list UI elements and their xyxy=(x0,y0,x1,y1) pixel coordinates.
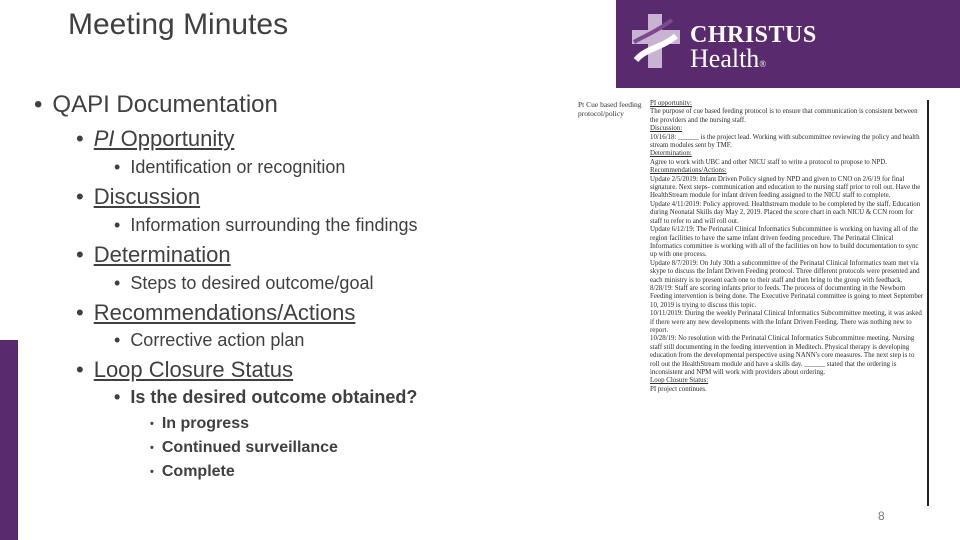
doc-loop-text: PI project continues. xyxy=(650,385,707,393)
document-body-column xyxy=(650,100,924,394)
loop-item-in-progress: • In progress xyxy=(150,415,249,432)
bullet-loop-closure: • Loop Closure Status xyxy=(76,357,294,382)
sub-bullet-identification: • Identification or recognition xyxy=(114,157,346,177)
bullet-recommendations: • Recommendations/Actions xyxy=(76,300,356,325)
doc-update: Update 2/5/2019: Infant Driven Policy signed by NPD and given to CNO on 2/6/19 for final signature. Next steps- communication and education to the nursing staff prior to roll out. Have the HealthStream module for infant driven feeding assigned to the NICU staff to complete. xyxy=(650,175,921,200)
bullet-qapi-documentation: • QAPI Documentation xyxy=(34,91,278,118)
loop-item-surveillance: • Continued surveillance xyxy=(150,439,338,456)
document-topic-column: Pt Cue based feeding protocol/policy xyxy=(578,100,642,118)
doc-pi-text: The purpose of cue based feeding protocol is to ensure that communication is consistent between the providers and the nursing staff. xyxy=(650,108,918,124)
doc-update: 8/28/19: Staff are scoring infants prior to feeds. The process of documenting in the Newborn Feeding intervention is being done. The Executive Perinatal committee is going to meet September 10, 2019 is trying to discuss this topic. xyxy=(650,284,924,309)
slide-title: Meeting Minutes xyxy=(68,8,289,41)
doc-loop-heading: Loop Closure Status: xyxy=(650,377,709,385)
doc-update: 10/11/2019: During the weekly Perinatal Clinical Informatics Subcommittee meeting, it was asked if there were any new developments with the Infant Driven Feeding. There was nothing new to report. xyxy=(650,310,922,334)
document-border xyxy=(927,100,929,506)
page-number: 8 xyxy=(878,509,885,523)
doc-recommendations-heading: Recommendations/Actions: xyxy=(650,167,727,175)
bullet-discussion: • Discussion xyxy=(76,184,201,209)
sub-bullet-information: • Information surrounding the findings xyxy=(114,215,418,235)
sub-bullet-corrective: • Corrective action plan xyxy=(114,330,305,350)
sub-bullet-steps: • Steps to desired outcome/goal xyxy=(114,273,374,293)
doc-update: Update 4/11/2019: Policy approved. Healthstream module to be completed by the staff. Education during Neonatal Skills day May 2, 2019. Placed the score chart in each NICU & CCN room for staff to refer to and will roll out. xyxy=(650,200,921,225)
doc-update: 10/28/19: No resolution with the Perinatal Clinical Informatics Subcommittee meeting. Nursing staff still documenting in the feeding intervention in Meditech. Physical therapy is developing education from the developmental perspective using NANN's core measures. The next step is to roll out the HealthStream module and have a skills day. ______ stated that the ordering is inconsistent and NPM will work with providers about ordering. xyxy=(650,335,915,376)
doc-pi-heading: PI opportunity: xyxy=(650,100,692,107)
bullet-pi-opportunity: • PI Opportunity xyxy=(76,126,235,151)
doc-determination-text: Agree to work with UBC and other NICU staff to write a protocol to propose to NPD. xyxy=(650,158,887,166)
logo-wordmark-christus: CHRISTUS xyxy=(690,22,817,48)
loop-item-complete: • Complete xyxy=(150,463,235,480)
doc-discussion-text: 10/16/18: ______ is the project lead. Working with subcommittee reviewing the policy and health stream modules sent by TMF. xyxy=(650,133,920,150)
logo-wordmark-health: Health® xyxy=(690,44,767,73)
sub-bullet-desired-outcome: • Is the desired outcome obtained? xyxy=(114,387,418,407)
christus-cross-icon xyxy=(632,14,680,68)
doc-determination-heading: Determination: xyxy=(650,150,692,158)
doc-update: Update 6/12/19: The Perinatal Clinical Informatics Subcommittee is working on having all of the region facilities to have the same infant driven feeding procedure. The Perinatal Clinical Informatics committee is working with all of the facilities on how to build documentation to sync up with one process. xyxy=(650,226,919,259)
accent-bar xyxy=(0,340,18,540)
doc-update: Update 8/7/2019: On July 30th a subcommittee of the Perinatal Clinical Informatics team met via skype to discuss the Infant Driven Feeding protocol. Three different protocols were presented and each ministry is to present each one to their staff and then bring to the group with feedback. xyxy=(650,259,920,284)
bullet-determination: • Determination xyxy=(76,242,231,267)
doc-discussion-heading: Discussion: xyxy=(650,125,683,133)
